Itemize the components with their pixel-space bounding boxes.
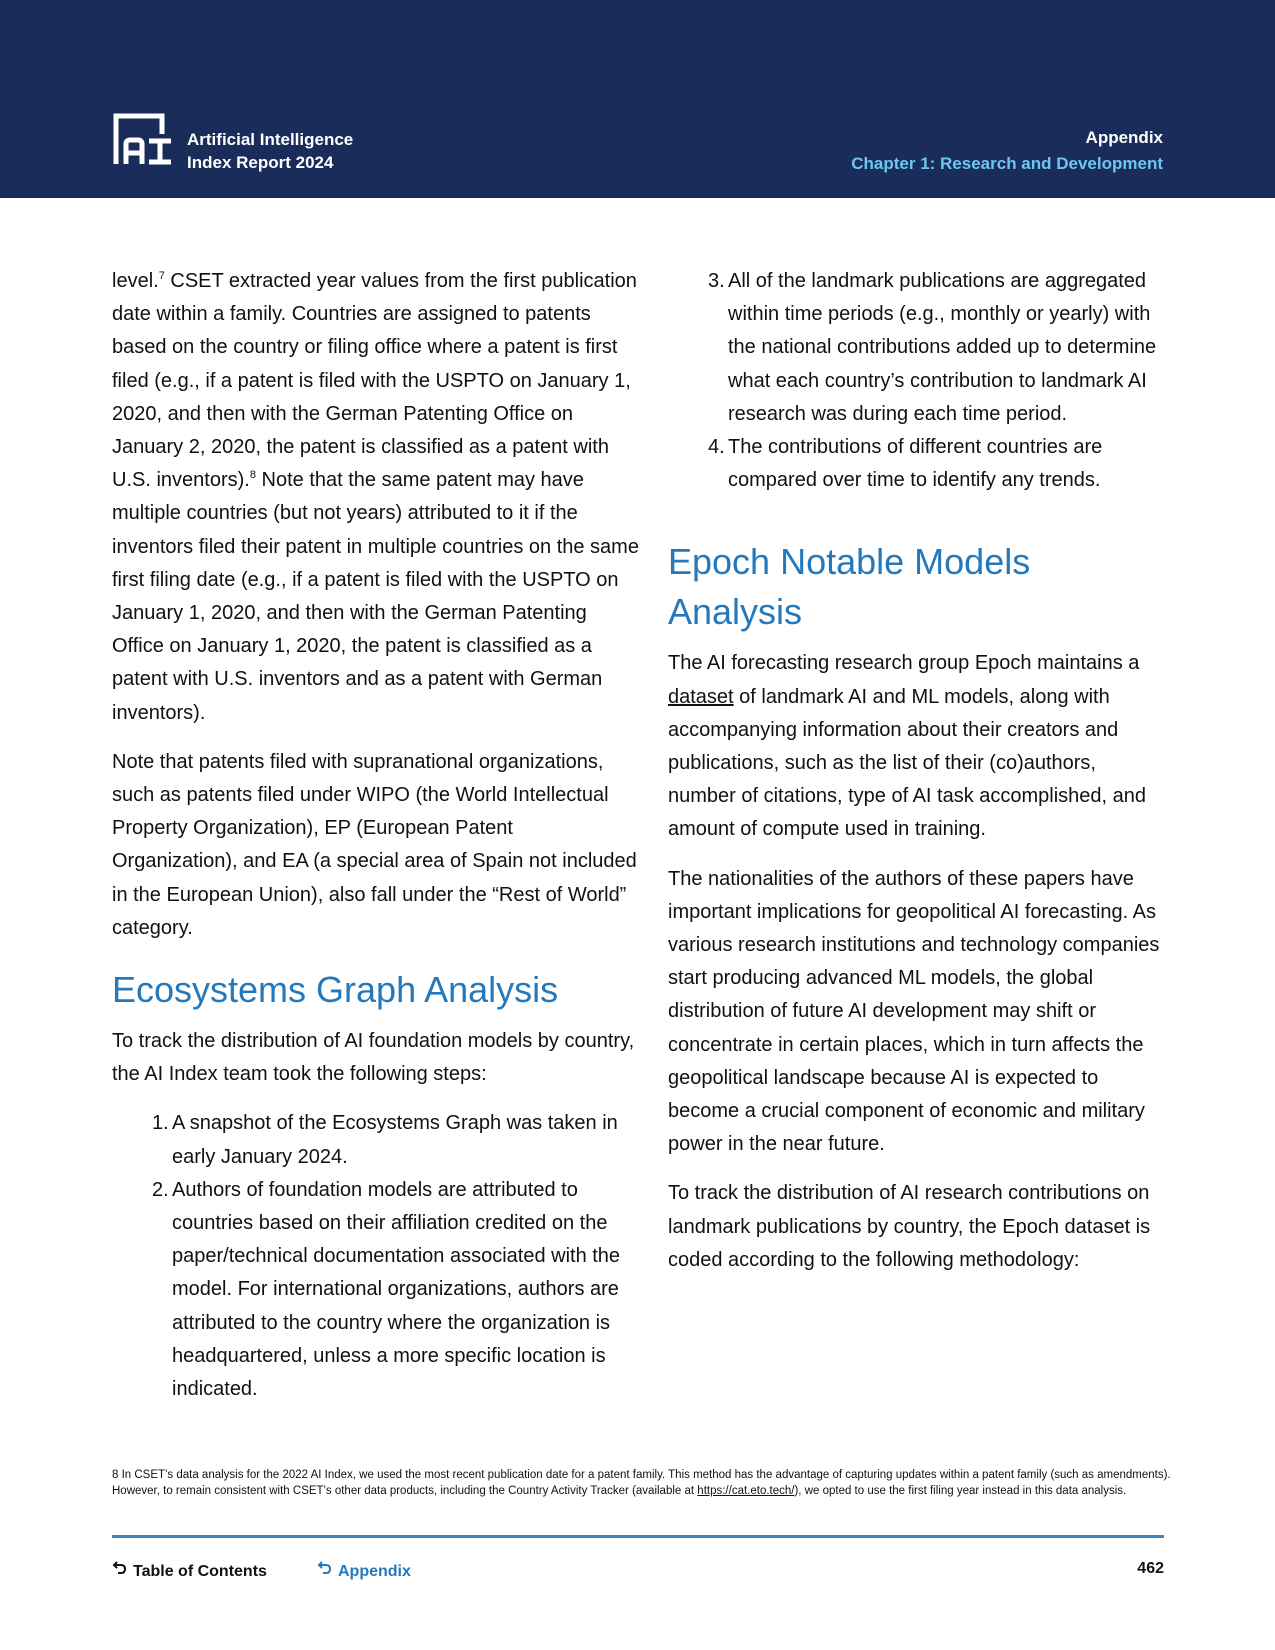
list-item bbox=[708, 265, 1168, 431]
appendix-link[interactable] bbox=[317, 1560, 411, 1581]
dataset-link[interactable]: dataset bbox=[668, 685, 734, 708]
nationalities-paragraph: The nationalities of the authors of these papers have important implications for geopolitical AI forecasting. As various research institutions and technology companies start producing advanced ML models, the global distribution of future AI development may shift or concentrate in certain places, which in turn affects the geopolitical landscape because AI is expected to become a crucial component of economic and military power in the near future. bbox=[668, 867, 1160, 1156]
list-text: All of the landmark publications are aggregated within time periods (e.g., monthly or yearly) with the national contributions added up to determine what each country’s contribution to landmark AI research was during each time period. bbox=[728, 270, 1157, 425]
patent-paragraph bbox=[112, 265, 642, 730]
table-of-contents-link[interactable] bbox=[112, 1560, 267, 1581]
ecosystems-steps bbox=[112, 1107, 642, 1406]
list-text: Authors of foundation models are attributed to countries based on their affiliation credited on the paper/technical documentation associated with the model. For international organizations, authors are attributed to the country where the organization is headquartered, unless a more specific location is indicated. bbox=[172, 1178, 621, 1401]
epoch-heading: Epoch Notable Models Analysis bbox=[668, 541, 1031, 633]
epoch-intro-paragraph bbox=[668, 647, 1168, 846]
list-item bbox=[152, 1174, 642, 1406]
toc-label: Table of Contents bbox=[133, 1563, 267, 1580]
footnote-ref-7[interactable]: 7 bbox=[158, 270, 165, 282]
supranational-paragraph: Note that patents filed with supranational organizations, such as patents filed under WIPO (the World Intellectual Property Organization), EP (European Patent Organization), and EA (a special area of Spain not included in the European Union), also fall under the “Rest of World” category. bbox=[112, 750, 637, 939]
list-text: A snapshot of the Ecosystems Graph was taken in early January 2024. bbox=[172, 1112, 618, 1168]
footnote-ref-8[interactable]: 8 bbox=[249, 469, 256, 482]
text-run: Note that the same patent may have multiple countries (but not years) attributed to it if the inventors filed their patent in multiple countries on the same first filing date (e.g., if a patent is filed with the USPTO on January 1, 2020, and then with the German Patenting Office on January 1, 2020, the patent is classified as a patent with U.S. inventors and as a patent with German inventors). bbox=[112, 469, 639, 724]
ecosystems-heading: Ecosystems Graph Analysis bbox=[112, 969, 559, 1011]
epoch-steps-continued bbox=[668, 265, 1168, 497]
return-arrow-icon bbox=[112, 1560, 128, 1576]
text-run: CSET extracted year values from the first publication date within a family. Countries are assigned to patents based on the country or filing office where a patent is first filed (e.g., if a patent is filed with the USPTO on January 1, 2020, and then with the German Patenting Office on January 2, 2020, the patent is classified as a patent with U.S. inventors). bbox=[112, 270, 637, 492]
right-column bbox=[668, 265, 1168, 1293]
left-column bbox=[112, 265, 642, 1406]
methodology-paragraph: To track the distribution of AI research contributions on landmark publications by country, the Epoch dataset is coded according to the following methodology: bbox=[668, 1182, 1151, 1271]
brand-line-1: Artificial Intelligence bbox=[187, 130, 354, 149]
list-number: 2. bbox=[152, 1178, 169, 1201]
brand-line-2: Index Report 2024 bbox=[187, 153, 334, 172]
footer-divider bbox=[112, 1535, 1164, 1538]
chapter-breadcrumb bbox=[851, 125, 1163, 177]
appendix-label: Appendix bbox=[338, 1563, 411, 1580]
list-item bbox=[152, 1107, 642, 1173]
list-item bbox=[708, 431, 1168, 497]
list-number: 4. bbox=[708, 436, 725, 459]
list-number: 3. bbox=[708, 270, 725, 292]
section-title: Appendix bbox=[1085, 128, 1163, 147]
text-run: 8 In CSET’s data analysis for the 2022 AI Index, we used the most recent publication date for a patent family. This method has the advantage of capturing updates within a patent family (such as amendments). However, to remain consistent with CSET’s other data products, including the Country Activity Tracker (available at bbox=[112, 1469, 1171, 1497]
text-run: level. bbox=[112, 270, 159, 292]
ai-index-logo-icon bbox=[112, 112, 174, 168]
list-number: 1. bbox=[152, 1112, 169, 1135]
text-run: ), we opted to use the first filing year instead in this data analysis. bbox=[794, 1485, 1127, 1497]
ecosystems-intro: To track the distribution of AI foundation models by country, the AI Index team took the following steps: bbox=[112, 1030, 635, 1086]
text-run: The AI forecasting research group Epoch maintains a bbox=[668, 652, 1140, 675]
footnote-8 bbox=[112, 1467, 1172, 1499]
page-footer bbox=[112, 1560, 1164, 1584]
text-run: of landmark AI and ML models, along with accompanying information about their creators and publications, such as the list of their (co)authors, number of citations, type of AI task accomplished, and amount of compute used in training. bbox=[668, 685, 1147, 841]
list-text: The contributions of different countries are compared over time to identify any trends. bbox=[728, 436, 1103, 492]
page-header bbox=[0, 0, 1275, 198]
page-number: 462 bbox=[1137, 1560, 1164, 1577]
chapter-title: Chapter 1: Research and Development bbox=[851, 154, 1163, 173]
report-brand bbox=[187, 128, 353, 174]
eto-link[interactable]: https://cat.eto.tech/ bbox=[697, 1485, 795, 1497]
return-arrow-icon bbox=[317, 1560, 333, 1576]
